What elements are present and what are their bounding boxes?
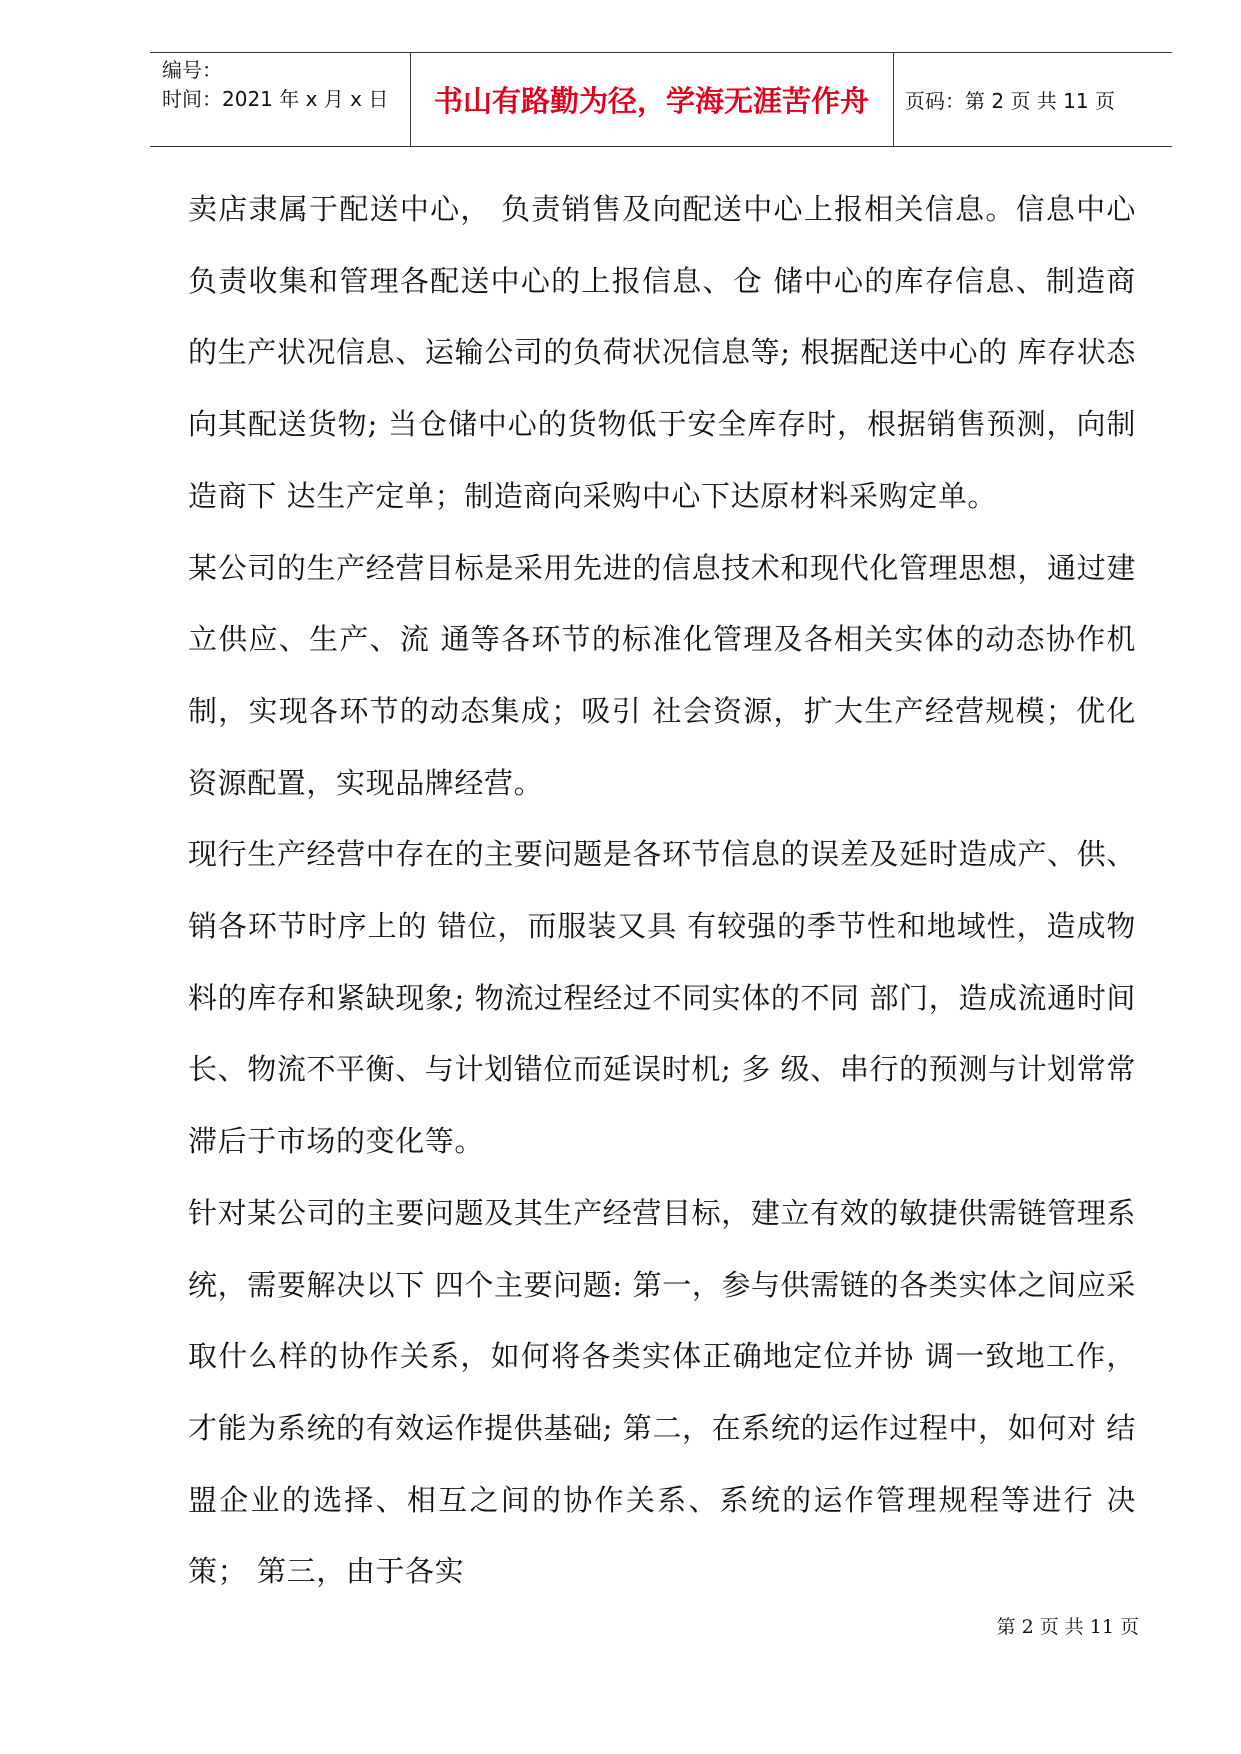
header-meta [162, 56, 388, 114]
header-page-info: 页码：第 2 页 共 11 页 [905, 89, 1115, 113]
serial-number-label: 编号： [162, 58, 222, 82]
paragraph-4: 针对某公司的主要问题及其生产经营目标，建立有效的敏捷供需链管理系统，需要解决以下 四个主要问题: 第一，参与供需链的各类实体之间应采取什么样的协作关系，如何将各类实体正确地定位并协 调一致地工作，才能为系统的有效运作提供基础; 第二，在系统的运作过程中，如何对 结盟企业的选择、相互之间的协作关系、系统的运作管理规程等进行 决策； 第三，由于各实 [188, 1195, 1136, 1589]
paragraph-2: 某公司的生产经营目标是采用先进的信息技术和现代化管理思想，通过建立供应、生产、流 通等各环节的标准化管理及各相关实体的动态协作机制，实现各环节的动态集成；吸引 社会资源，扩大生产经营规模；优化资源配置，实现品牌经营。 [188, 550, 1136, 800]
date-label: 时间：2021 年 x 月 x 日 [162, 87, 389, 111]
document-body [188, 174, 1136, 1608]
paragraph-1: 卖店隶属于配送中心， 负责销售及向配送中心上报相关信息。信息中心负责收集和管理各配送中心的上报信息、仓 储中心的库存信息、制造商的生产状况信息、运输公司的负荷状况信息等; 根据配送中心的 库存状态向其配送货物; 当仓储中心的货物低于安全库存时，根据销售预测，向制造商下 达生产定单；制造商向采购中心下达原材料采购定单。 [188, 192, 1136, 513]
header-motto: 书山有路勤为径，学海无涯苦作舟 [433, 84, 869, 118]
paragraph-3: 现行生产经营中存在的主要问题是各环节信息的误差及延时造成产、供、销各环节时序上的 错位，而服装又具 有较强的季节性和地域性，造成物料的库存和紧缺现象; 物流过程经过不同实体的不同 部门，造成流通时间长、物流不平衡、与计划错位而延误时机; 多 级、串行的预测与计划常常滞后于市场的变化等。 [188, 837, 1136, 1159]
page-footer: 第 2 页 共 11 页 [996, 1616, 1139, 1638]
header-divider-right [893, 53, 894, 146]
page-header [150, 52, 1172, 147]
